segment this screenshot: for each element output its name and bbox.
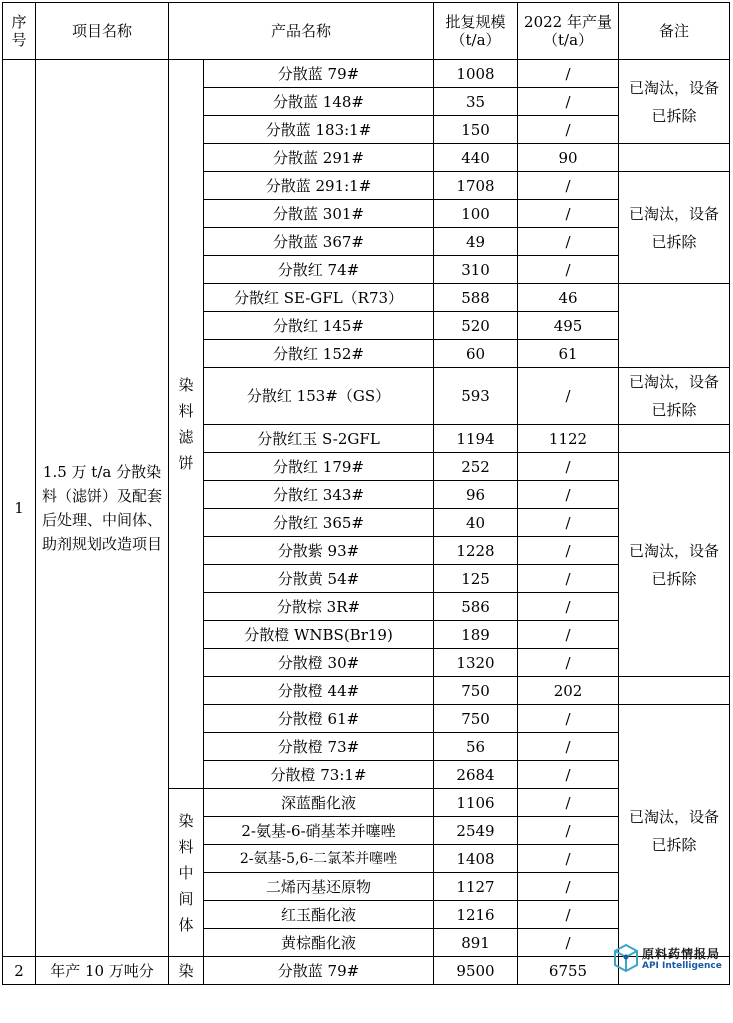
product-name: 分散红 SE-GFL（R73）: [204, 284, 434, 312]
approved-value: 49: [434, 228, 518, 256]
approved-value: 40: [434, 509, 518, 537]
output-value: 6755: [518, 957, 619, 985]
approved-value: 593: [434, 368, 518, 425]
output-value: /: [518, 593, 619, 621]
header-seq: 序号: [3, 3, 36, 60]
group1-project: 1.5 万 t/a 分散染料（滤饼）及配套后处理、中间体、助剂规划改造项目: [36, 60, 169, 957]
product-name: 分散橙 61#: [204, 705, 434, 733]
product-name: 分散橙 44#: [204, 677, 434, 705]
approved-value: 891: [434, 929, 518, 957]
product-name: 分散蓝 183:1#: [204, 116, 434, 144]
approved-value: 1216: [434, 901, 518, 929]
note-cell-empty: [619, 677, 730, 705]
group1-sub1: 染料滤饼: [169, 60, 204, 789]
group1-seq: 1: [3, 60, 36, 957]
approved-value: 1408: [434, 845, 518, 873]
note-cell-empty: [619, 425, 730, 453]
output-value: /: [518, 481, 619, 509]
output-value: 202: [518, 677, 619, 705]
output-value: /: [518, 817, 619, 845]
approved-value: 35: [434, 88, 518, 116]
product-name: 分散蓝 79#: [204, 60, 434, 88]
group2-sub: 染: [169, 957, 204, 985]
approved-value: 56: [434, 733, 518, 761]
output-value: /: [518, 368, 619, 425]
output-value: /: [518, 705, 619, 733]
product-name: 黄棕酯化液: [204, 929, 434, 957]
approved-value: 9500: [434, 957, 518, 985]
output-value: /: [518, 789, 619, 817]
header-approved-l2: （t/a）: [450, 31, 501, 49]
watermark-en: API Intelligence: [642, 961, 722, 971]
note-cell-empty: [619, 284, 730, 368]
group2-seq: 2: [3, 957, 36, 985]
product-name: 分散棕 3R#: [204, 593, 434, 621]
cube-logo-icon: [614, 944, 638, 972]
output-value: /: [518, 565, 619, 593]
output-value: /: [518, 88, 619, 116]
approved-value: 1106: [434, 789, 518, 817]
approved-value: 1194: [434, 425, 518, 453]
header-approved: [434, 3, 518, 60]
product-name: 2-氨基-6-硝基苯并噻唑: [204, 817, 434, 845]
output-value: 495: [518, 312, 619, 340]
approved-value: 150: [434, 116, 518, 144]
product-name: 分散红 343#: [204, 481, 434, 509]
note-cell-empty: [619, 144, 730, 172]
product-name: 分散橙 WNBS(Br19): [204, 621, 434, 649]
output-value: /: [518, 621, 619, 649]
output-value: /: [518, 649, 619, 677]
product-name: 分散红 152#: [204, 340, 434, 368]
output-value: /: [518, 172, 619, 200]
output-value: /: [518, 453, 619, 481]
product-name: 分散红玉 S-2GFL: [204, 425, 434, 453]
approved-value: 750: [434, 677, 518, 705]
output-value: /: [518, 509, 619, 537]
approved-value: 189: [434, 621, 518, 649]
product-name: 分散红 145#: [204, 312, 434, 340]
watermark: [614, 942, 726, 976]
header-project: 项目名称: [36, 3, 169, 60]
approved-value: 586: [434, 593, 518, 621]
product-name: 分散蓝 291#: [204, 144, 434, 172]
note-cell: 已淘汰，设备已拆除: [619, 705, 730, 957]
approved-value: 1127: [434, 873, 518, 901]
product-name: 分散红 153#（GS）: [204, 368, 434, 425]
output-value: /: [518, 60, 619, 88]
product-name: 分散蓝 367#: [204, 228, 434, 256]
product-name: 分散橙 73#: [204, 733, 434, 761]
watermark-cn: 原料药情报局: [642, 947, 721, 961]
header-output-l2: （t/a）: [543, 31, 594, 49]
product-name: 分散蓝 148#: [204, 88, 434, 116]
output-value: /: [518, 733, 619, 761]
header-output: [518, 3, 619, 60]
approved-value: 310: [434, 256, 518, 284]
output-value: 90: [518, 144, 619, 172]
approved-value: 520: [434, 312, 518, 340]
output-value: 1122: [518, 425, 619, 453]
approved-value: 750: [434, 705, 518, 733]
product-name: 分散红 74#: [204, 256, 434, 284]
note-cell: 已淘汰，设备已拆除: [619, 453, 730, 677]
approved-value: 2684: [434, 761, 518, 789]
output-value: /: [518, 228, 619, 256]
output-value: /: [518, 761, 619, 789]
product-name: 深蓝酯化液: [204, 789, 434, 817]
product-name: 红玉酯化液: [204, 901, 434, 929]
product-name: 分散蓝 291:1#: [204, 172, 434, 200]
output-value: /: [518, 256, 619, 284]
output-value: /: [518, 116, 619, 144]
note-cell: 已淘汰，设备已拆除: [619, 60, 730, 144]
product-name: 分散蓝 301#: [204, 200, 434, 228]
approved-value: 60: [434, 340, 518, 368]
output-value: /: [518, 929, 619, 957]
header-note: 备注: [619, 3, 730, 60]
product-name: 分散橙 30#: [204, 649, 434, 677]
header-output-l1: 2022 年产量: [524, 13, 612, 31]
output-value: /: [518, 537, 619, 565]
approved-value: 2549: [434, 817, 518, 845]
product-name: 分散橙 73:1#: [204, 761, 434, 789]
product-name: 分散红 365#: [204, 509, 434, 537]
group1-sub2: 染料中间体: [169, 789, 204, 957]
header-row: [3, 3, 730, 60]
product-name: 分散黄 54#: [204, 565, 434, 593]
product-name: 分散蓝 79#: [204, 957, 434, 985]
approved-value: 1320: [434, 649, 518, 677]
output-value: /: [518, 200, 619, 228]
output-value: 46: [518, 284, 619, 312]
product-table: [2, 2, 730, 985]
note-cell: 已淘汰，设备已拆除: [619, 368, 730, 425]
approved-value: 588: [434, 284, 518, 312]
approved-value: 1708: [434, 172, 518, 200]
approved-value: 252: [434, 453, 518, 481]
product-name: 2-氨基-5,6-二氯苯并噻唑: [204, 845, 434, 873]
product-name: 二烯丙基还原物: [204, 873, 434, 901]
approved-value: 96: [434, 481, 518, 509]
approved-value: 100: [434, 200, 518, 228]
approved-value: 440: [434, 144, 518, 172]
product-name: 分散红 179#: [204, 453, 434, 481]
table-row: [3, 60, 730, 88]
header-product: 产品名称: [169, 3, 434, 60]
note-cell: 已淘汰，设备已拆除: [619, 172, 730, 284]
approved-value: 125: [434, 565, 518, 593]
output-value: /: [518, 901, 619, 929]
header-approved-l1: 批复规模: [445, 13, 506, 31]
group2-project: 年产 10 万吨分: [36, 957, 169, 985]
output-value: /: [518, 845, 619, 873]
approved-value: 1008: [434, 60, 518, 88]
product-name: 分散紫 93#: [204, 537, 434, 565]
output-value: /: [518, 873, 619, 901]
output-value: 61: [518, 340, 619, 368]
approved-value: 1228: [434, 537, 518, 565]
